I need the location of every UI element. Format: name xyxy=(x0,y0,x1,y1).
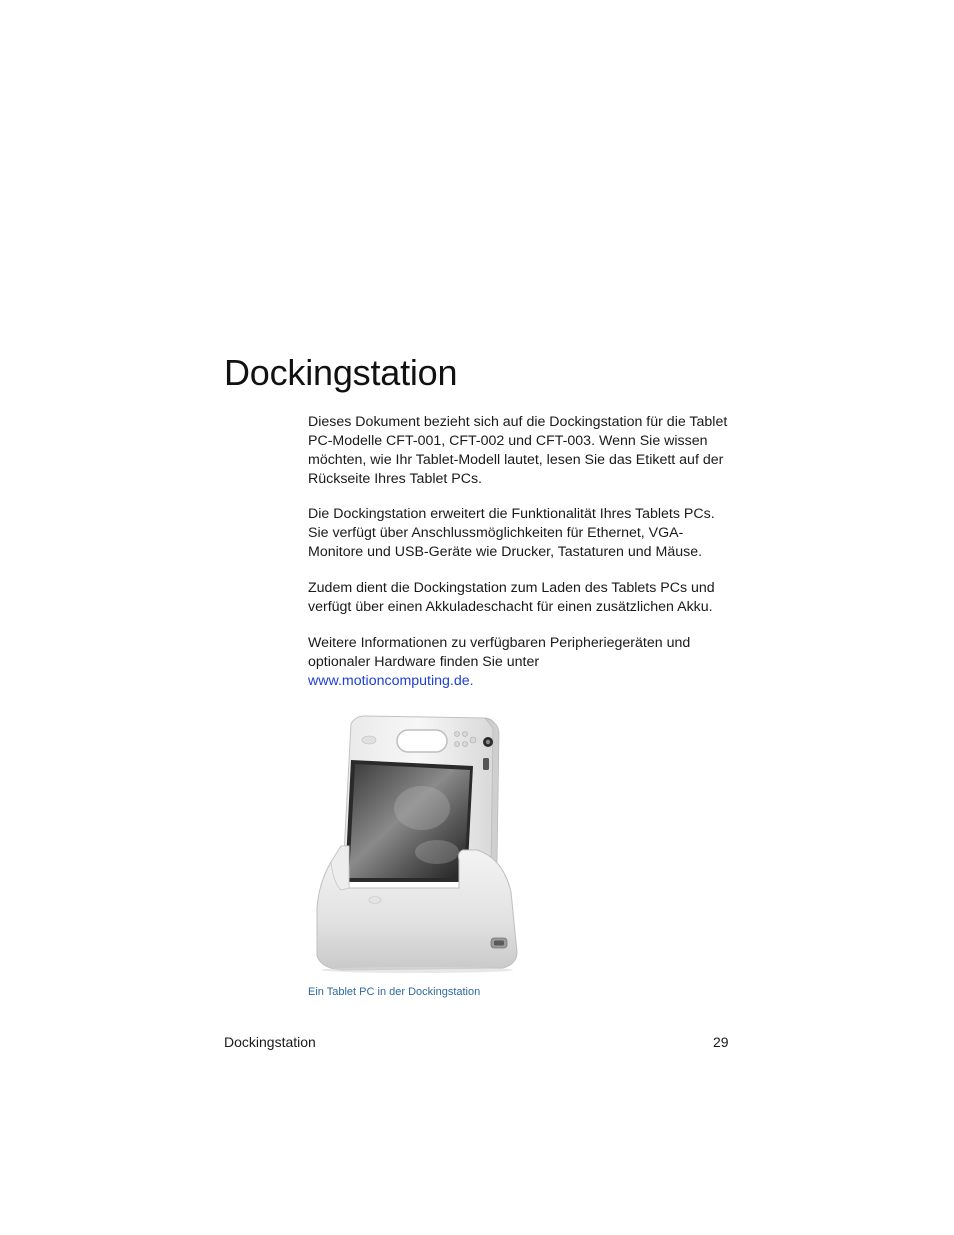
more-info-text: Weitere Informationen zu verfügbaren Peripheriegeräten und optionaler Hardware finden Sie unter xyxy=(308,635,691,670)
footer-page-number: 29 xyxy=(713,1034,729,1050)
page-title: Dockingstation xyxy=(224,352,458,393)
tablet-in-dock-photo xyxy=(307,712,527,974)
paragraph-more-info xyxy=(308,634,738,691)
paragraph-functionality: Die Dockingstation erweitert die Funktionalität Ihres Tablets PCs. Sie verfügt über Anschlussmöglichkeiten für Ethernet, VGA-Monitore und USB-Geräte wie Drucker, Tastaturen und Mäuse. xyxy=(308,506,715,560)
figure-caption: Ein Tablet PC in der Dockingstation xyxy=(308,986,481,998)
footer-section-title: Dockingstation xyxy=(224,1034,316,1050)
motioncomputing-link[interactable]: www.motioncomputing.de. xyxy=(308,673,474,689)
paragraph-charging: Zudem dient die Dockingstation zum Laden des Tablets PCs und verfügt über einen Akkuladeschacht für einen zusätzlichen Akku. xyxy=(308,580,715,615)
paragraph-intro: Dieses Dokument bezieht sich auf die Dockingstation für die Tablet PC-Modelle CFT-001, CFT-002 und CFT-003. Wenn Sie wissen möchten, wie Ihr Tablet-Modell lautet, lesen Sie das Etikett auf der Rückseite Ihres Tablet PCs. xyxy=(308,414,728,487)
